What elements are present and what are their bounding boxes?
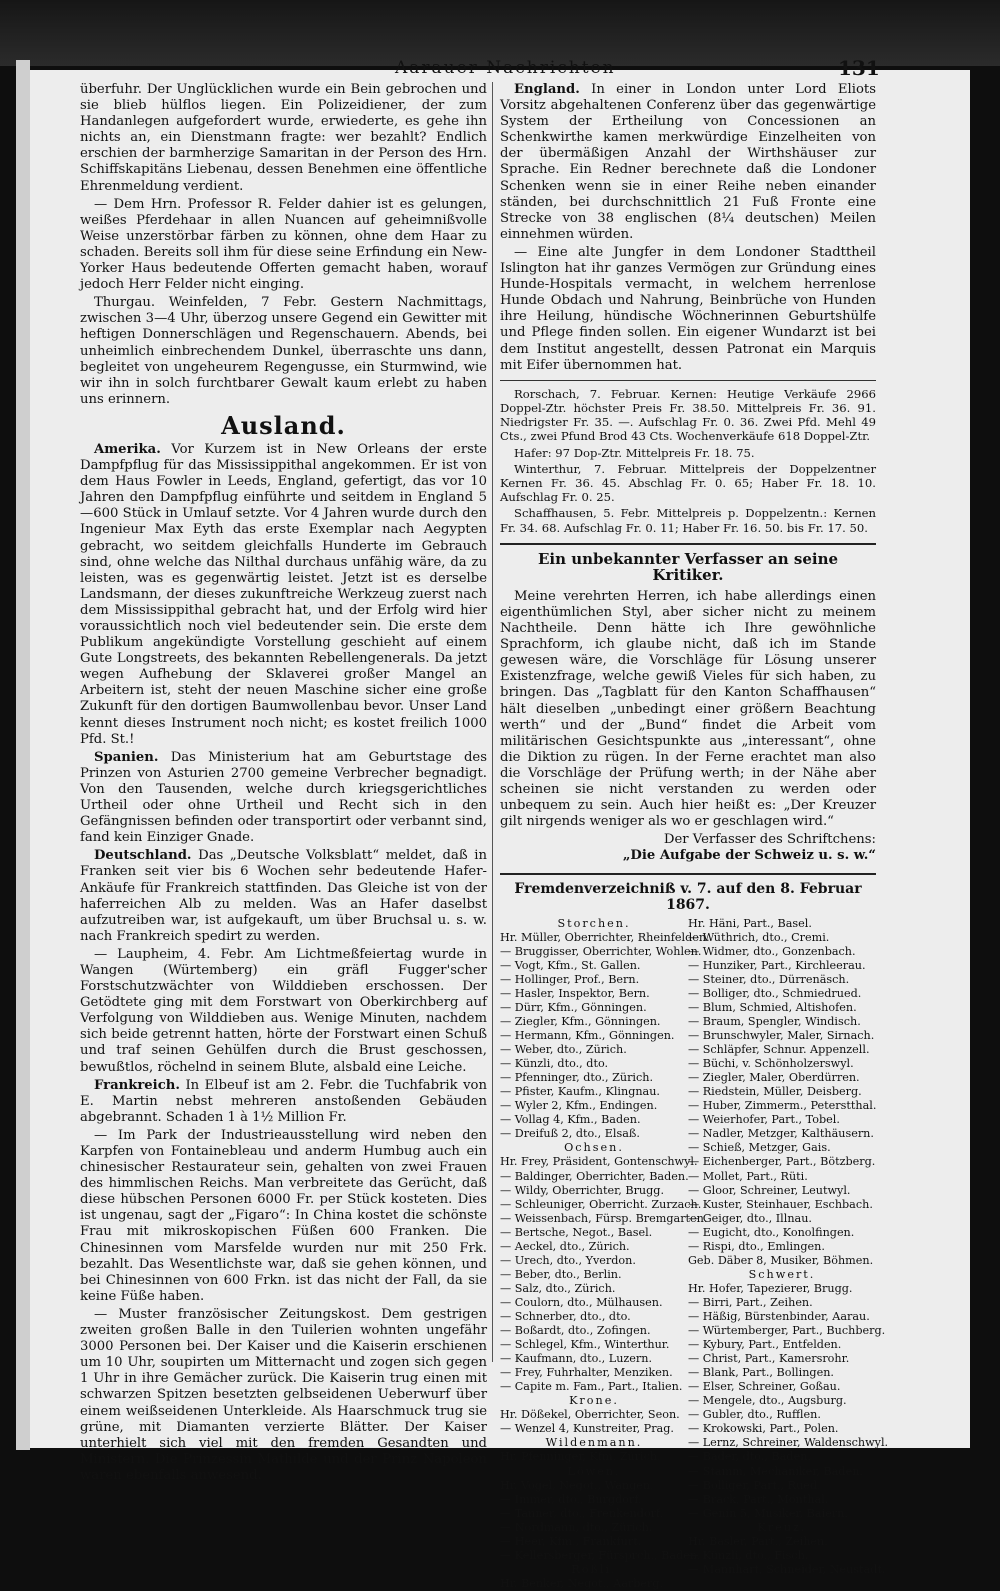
guest-list-entry: — Büchi, v. Schönholzerswyl.: [688, 1057, 854, 1071]
right-column: [500, 82, 889, 1590]
guest-list-entry: — Blum, Schmied, Altishofen.: [688, 1000, 857, 1014]
guest-list-entry: Hr. Pfenninger, Kfm. Zürich.: [500, 1450, 661, 1464]
guest-list-entry: Hr. Müller, Oberrichter, Rheinfelden.: [500, 930, 710, 944]
guest-list-inn: Wildenmann.: [545, 1436, 643, 1450]
guest-list-entry: — Birri, Part., Zeihen.: [688, 1295, 813, 1309]
article-paragraph: überfuhr. Der Unglücklichen wurde ein Bein gebrochen und sie blieb hülflos liegen. Ein Polizeidiener, der zum Handanlegen aufgefordert wurde, erwiederte, es gehe ihn nichts an, ein Dienstmann fragte: wer bezahlt? Endlich erschien der barmherzige Samaritan in der Person des Hrn. Schiffskapitäns Liebenau, dessen Benehmen eine öffentliche Ehrenmeldung verdient.: [80, 82, 487, 194]
article-paragraph: — Muster französischer Zeitungskost. Dem gestrigen zweiten großen Balle in den Tuilerien wohnten ungefähr 3000 Personen bei. Der Kaiser und die Kaiserin erschienen um 10 Uhr, soupirten um Mitternacht und zogen sich gegen 1 Uhr in ihre Gemächer zurück. Die Kaiserin trug einen mit schwarzen Spitzen besetzten gelbseidenen Ueberwurf über einem weißseidenen Unterkleide. Als Haarschmuck trug sie grüne, mit Diamanten verzierte Blätter. Der Kaiser unterhielt sich viel mit den fremden Gesandten und Ministern. Die Prinzessin Mathilde und der Prinz Napoleon waren ebenfalls anwesend.: [80, 1306, 487, 1483]
guest-list-entry: — Pfister, Kaufm., Klingnau.: [500, 1085, 660, 1099]
signature-line: „Die Aufgabe der Schweiz u. s. w.“: [622, 848, 876, 864]
article-amerika: [80, 442, 487, 748]
guest-list-entry: — Schläpfer, Schnur. Appenzell.: [688, 1043, 870, 1057]
article-paragraph: Thurgau. Weinfelden, 7 Febr. Gestern Nachmittags, zwischen 3—4 Uhr, überzog unsere Gegend ein Gewitter mit heftigen Donnerschlägen und Regenschauern. Abends, bei unheimlich einbrechendem Dunkel, überraschte uns dann, begleitet von ungeheurem Regengusse, ein Sturmwind, wie wir ihn in solch furchtbarer Gewalt kaum erlebt zu haben uns erinnern.: [80, 295, 487, 407]
article-dateline: Spanien.: [94, 749, 159, 765]
article-body: Vor Kurzem ist in New Orleans der erste Dampfpflug für das Mississippithal angekommen. Er ist von dem Haus Fowler in Leeds, England, gefertigt, das vor 10 Jahren den Dampfpflug einführte und seitdem in England 5—600 Stück in Umlauf setzte. Vor 4 Jahren wurde durch den Ingenieur Max Eyth das erste Exemplar nach Aegypten gebracht, wo seitdem gleichfalls Hunderte im Gebrauch sind, ohne welche das Nilthal durchaus unfähig wäre, da zu leisten, was es gegenwärtig leistet. Jetzt ist es derselbe Landsmann, der dieses zukunftreiche Werkzeug zuerst nach dem Mississippithal gebracht hat, und der Erfolg wird hier voraussichtlich noch viel bedeutender sein. Die erste dem Publikum angekündigte Vorstellung geschieht auf einem Gute Longstreets, des bekannten Rebellengenerals. Da jetzt wegen Aufhebung der Sklaverei großer Mangel an Arbeitern ist, steht der neuen Maschine sicher eine große Zukunft für den dortigen Baumwollenbau bevor. Unser Land kennt dieses Instrument noch nicht; es kostet freilich 1000 Pfd. St.!: [80, 441, 487, 747]
section-rule: [500, 380, 876, 381]
article-paragraph: — Dem Hrn. Professor R. Felder dahier ist es gelungen, weißes Pferdehaar in allen Nuancen auf geheimnißvolle Weise unzerstörbar färben zu können, ohne dem Haar zu schaden. Bereits soll ihm für diese seine Erfindung ein New-Yorker Haus bedeutende Offerten gemacht haben, worauf jedoch Herr Felder nicht einging.: [80, 196, 487, 293]
guest-list-entry: — Bolliger, Part., Rued.: [688, 1478, 821, 1492]
guest-list-entry: — Schlegel, Kfm., Winterthur.: [500, 1338, 670, 1352]
column-divider: [492, 82, 493, 1362]
guest-list-entry: — Hunziker, Part., Kirchleerau.: [688, 958, 866, 972]
guest-list-entry: — Bertsche, Negot., Basel.: [500, 1225, 653, 1239]
guest-list-entry: — Dreifuß 2, dto., Elsaß.: [500, 1127, 640, 1141]
guest-list-entry: — Genin 5, Musiker, Baiern.: [688, 1506, 848, 1520]
guest-list-inn: Löwen.: [567, 1464, 621, 1478]
guest-list-entry: Hr. Vogel, Negot., Wangen.: [500, 1478, 654, 1492]
guest-list-entry: — Mollet, Part., Rüti.: [688, 1169, 808, 1183]
guest-list-entry: — Vollag 4, Kfm., Baden.: [500, 1113, 641, 1127]
guest-list-entry: — Boßardt, dto., Zofingen.: [500, 1324, 651, 1338]
guest-list-inn: Kreuz.: [757, 1520, 807, 1534]
guest-list-entry: — Braum, Spengler, Windisch.: [688, 1015, 861, 1029]
article-body: In einer in London unter Lord Eliots Vorsitz abgehaltenen Conferenz über das gegenwärtige System der Ertheilung von Concessionen an Schenkwirthe kamen merkwürdige Einzelheiten von der übermäßigen Anzahl der Wirthshäuser zur Sprache. Ein Redner berechnete daß die Londoner Schenken wenn sie in einer Reihe neben einander ständen, bei durchschnittlich 21 Fuß Fronte eine Strecke von 38 englischen (8¼ deutschen) Meilen einnehmen würden.: [500, 82, 876, 242]
article-dateline: England.: [514, 82, 580, 97]
article-paragraph: — Laupheim, 4. Febr. Am Lichtmeßfeiertag wurde in Wangen (Würtemberg) ein gräfl Fugger'scher Forstschutzwächter von Wilddieben erschossen. Der Getödtete ging mit dem Forstwart von Oberkirchberg auf Verfolgung von Wilddieben aus. Wenige Minuten, nachdem sich beide getrennt hatten, hörte der Forstwart einen Schuß und traf seinen Gehülfen durch die Brust geschossen, bewußtlos, röchelnd in seinem Blute, alsbald eine Leiche.: [80, 946, 487, 1075]
guest-list-entry: — Krokowski, Part., Polen.: [688, 1422, 839, 1436]
guest-list-inn: Storchen.: [557, 916, 631, 930]
guest-list-entry: — Bolliger, dto., Schmiedrued.: [688, 986, 862, 1000]
guest-list-entry: — Häßig, Bürstenbinder, Aarau.: [688, 1310, 870, 1323]
guest-list-entry: — Baldinger, Oberrichter, Baden.: [500, 1169, 689, 1183]
section-heading-ausland: Ausland.: [221, 410, 346, 440]
guest-list-entry: Geb. Däber 8, Musiker, Böhmen.: [688, 1253, 874, 1267]
guest-list-entry: — Huber, Zimmerm., Peterstthal.: [688, 1099, 877, 1113]
guest-list-inn: Ochsen.: [564, 1141, 624, 1155]
guest-list-entry: — Steiner, dto., Dürrenäsch.: [688, 972, 850, 986]
guest-list-entry: — Dürr, Kfm., Gönningen.: [500, 1000, 647, 1014]
guest-list-inn: Rößli.: [571, 1562, 617, 1576]
guest-list-entry: — Bader, dto., Baden.: [688, 1450, 811, 1464]
article-paragraph: — Im Park der Industrieausstellung wird neben den Karpfen von Fontainebleau und anderm Humbug auch ein chinesischer Restaurateur sein, gehalten von zwei Frauen des himmlischen Reichs. Man verbreitete das Gerücht, daß diese hübschen Personen 6000 Fr. per Stück kosteten. Dies ist ungenau, sagt der „Figaro“: In China kostet die schönste Frau mit mikroskopischen Füßen 600 Franken. Die Chinesinnen vom Marsfelde wurden nur mit 250 Frk. bezahlt. Das Wesentlichste war, daß sie gehen können, und bei Chinesinnen von 600 Frkn. ist das nicht der Fall, da sie keine Füße haben.: [80, 1127, 487, 1304]
guest-list-entry: — Beber, dto., Berlin.: [500, 1267, 622, 1281]
guest-list-entry: — Künzli, dto., Fisch.: [688, 1548, 809, 1562]
page-number: 131: [838, 56, 880, 80]
guest-list-entry: — Wüthrich, dto., Cremi.: [688, 930, 830, 944]
guest-list-inn: Schwert.: [748, 1267, 816, 1281]
guest-list-entry: — Immer, dto., Burgdorf.: [500, 1492, 642, 1506]
guest-list-entry: — Rispi, dto., Emlingen.: [688, 1239, 825, 1253]
article-body: Das „Deutsche Volksblatt“ meldet, daß in Franken seit vier bis 6 Wochen sehr bedeutende Hafer-Ankäufe für Frankreich stattfinden. Das Gleiche ist von der haferreichen Alb zu melden. Was an Hafer daselbst aufzutreiben war, ist aufgekauft, um über Bruchsal u. s. w. nach Frankreich spedirt zu werden.: [80, 848, 487, 944]
guest-list-entry: — Blank, Part., Bollingen.: [688, 1366, 834, 1380]
guest-list-entry: — Salz, dto., Zürich.: [500, 1281, 616, 1295]
guest-list-entry: — Elser, Schreiner, Goßau.: [688, 1380, 841, 1394]
guest-list: [500, 916, 889, 1591]
guest-list-entry: — Schnerber, dto., dto.: [500, 1310, 631, 1323]
guest-list-entry: Hr. Dößekel, Oberrichter, Seon.: [500, 1408, 680, 1422]
article-body: Das Ministerium hat am Geburtstage des Prinzen von Asturien 2700 gemeine Verbrecher begnadigt. Von den Tausenden, welche durch kriegsgerichtliches Urtheil oder ohne Urtheil und Recht sich in den Gefängnissen befinden oder transportirt oder verbannt sind, fand kein Einziger Gnade.: [80, 749, 487, 846]
guest-list-entry: — Riedstein, Müller, Deisberg.: [688, 1085, 862, 1099]
guest-list-entry: — Brunschwyler, Maler, Sirnach.: [688, 1029, 875, 1043]
guest-list-entry: — Nordmann, dto., Zürich.: [500, 1520, 653, 1534]
article-dateline: Deutschland.: [94, 848, 192, 864]
guest-list-entry: — Mengele, dto., Augsburg.: [688, 1394, 847, 1408]
guest-list-entry: Hr. Basler, Part., Zeihen.: [688, 1534, 828, 1548]
guest-list-entry: — Eichenberger, Part., Bötzberg.: [688, 1155, 876, 1169]
guest-list-title: Fremdenverzeichniß v. 7. auf den 8. Februar 1867.: [514, 880, 862, 913]
scan-page-edge: [16, 60, 30, 1450]
guest-list-entry: — Kaufmann, dto., Luzern.: [500, 1352, 653, 1366]
page-header-title: Aarauer Nachrichten: [395, 58, 616, 78]
guest-list-entry: — Weber, dto., Zürich.: [500, 1043, 627, 1057]
guest-list-entry: — Bruggisser, Oberrichter, Wohlen.: [500, 944, 702, 958]
guest-list-entry: — Vogt, Kfm., St. Gallen.: [500, 958, 641, 972]
guest-list-entry: — Nadler, Metzger, Kalthäusern.: [688, 1127, 874, 1141]
article-paragraph: Meine verehrten Herren, ich habe allerdings einen eigenthümlichen Styl, aber sicher nicht zu meinem Nachtheile. Denn hätte ich Ihre gewöhnliche Sprachform, ich glaube nicht, daß ich im Stande gewesen wäre, die Vorschläge für Lösung unserer Existenzfrage, welche gewiß Vieles für sich haben, zu bringen. Das „Tagblatt für den Kanton Schaffhausen“ hält dieselben „unbedingt einer größern Beachtung werth“ und der „Bund“ findet die Arbeit vom militärischen Gesichtspunkte aus „interessant“, ohne die Diktion zu rügen. In der Ferne erachtet man also die Vorschläge der Prüfung werth; in der Nähe aber scheinen sie nicht verstanden zu werden oder unbequem zu sein. Auch hier heißt es: „Der Kreuzer gilt nirgends weniger als wo er geschlagen wird.“: [500, 588, 876, 830]
guest-list-entry: — Künzli, dto., dto.: [500, 1057, 609, 1071]
guest-list-entry: — Christ, Part., Kamersrohr.: [688, 1352, 850, 1366]
article-spanien: [80, 750, 487, 847]
guest-list-entry: — Hollinger, Prof., Bern.: [500, 972, 640, 986]
guest-list-entry: — Capite m. Fam., Part., Italien.: [500, 1380, 683, 1394]
guest-list-entry: — Brack, Part., Mönthal.: [688, 1492, 829, 1506]
article-title: Ein unbekannter Verfasser an seine Kritiker.: [537, 549, 839, 584]
article-frankreich: [80, 1078, 487, 1126]
guest-list-entry: — Kellersberger, Fürsprch., Baden.: [500, 1548, 701, 1562]
guest-list-entry: — Wyler 2, Kfm., Endingen.: [500, 1099, 658, 1113]
guest-list-entry: — Lernz, Schreiner, Waldenschwyl.: [688, 1436, 889, 1450]
left-column: [80, 82, 487, 1483]
guest-list-column-left: [500, 916, 710, 1591]
market-line: Rorschach, 7. Februar. Kernen: Heutige Verkäufe 2966 Doppel-Ztr. höchster Preis Fr. 38.50. Mittelpreis Fr. 36. 91. Niedrigster Fr. 35. —. Aufschlag Fr. 0. 36. Zwei Pfd. Mehl 49 Cts., zwei Pfund Brod 43 Cts. Wochenverkäufe 618 Doppel-Ztr.: [500, 386, 876, 444]
guest-list-entry: — Weissenbach, Fürsp. Bremgarten.: [500, 1211, 708, 1225]
section-rule: [500, 873, 876, 875]
guest-list-entry: — Kuster, Steinhauer, Eschbach.: [688, 1197, 873, 1211]
market-line: Hafer: 97 Dop-Ztr. Mittelpreis Fr. 18. 75.: [514, 445, 755, 460]
guest-list-entry: — Schieß, Metzger, Gais.: [688, 1141, 831, 1155]
guest-list-entry: — Heer, Kfm., Frankfurt.: [500, 1534, 642, 1548]
market-line: Schaffhausen, 5. Febr. Mittelpreis p. Doppelzentn.: Kernen Fr. 34. 68. Aufschlag Fr. 0. 11; Haber Fr. 16. 50. bis Fr. 17. 50.: [500, 506, 876, 535]
guest-list-entry: — Gubler, dto., Rufflen.: [688, 1408, 821, 1422]
guest-list-column-right: [688, 916, 889, 1591]
guest-list-entry: Hr. Frey, Präsident, Gontenschwyl.: [500, 1155, 698, 1169]
guest-list-inn: Krone.: [569, 1394, 619, 1408]
guest-list-entry: — Hasler, Inspektor, Bern.: [500, 986, 650, 1000]
guest-list-entry: Hr. Hofer, Tapezierer, Brugg.: [688, 1281, 853, 1295]
guest-list-entry: — Schleuniger, Oberricht. Zurzach.: [500, 1197, 702, 1211]
guest-list-entry: — Aeckel, dto., Zürich.: [500, 1239, 630, 1253]
market-line: Winterthur, 7. Februar. Mittelpreis der Doppelzentner Kernen Fr. 36. 45. Abschlag Fr. 0. 65; Haber Fr. 18. 10. Aufschlag Fr. 0. 25.: [500, 461, 876, 505]
article-dateline: Amerika.: [94, 441, 161, 457]
guest-list-entry: Hr. Häni, Part., Basel.: [688, 916, 812, 930]
guest-list-entry: — Hermann, Kfm., Gönningen.: [500, 1029, 675, 1043]
guest-list-entry: — Urech, dto., Yverdon.: [500, 1253, 636, 1267]
guest-list-entry: — Frey, Fuhrhalter, Menziken.: [500, 1366, 673, 1380]
guest-list-entry: — Tanner, dto., Frenkendorf.: [500, 1506, 664, 1520]
guest-list-entry: — Widmer, dto., Gonzenbach.: [688, 944, 856, 958]
guest-list-entry: — Wildy, Oberrichter, Brugg.: [500, 1183, 665, 1197]
article-paragraph: — Eine alte Jungfer in dem Londoner Stadttheil Islington hat ihr ganzes Vermögen zur Gründung eines Hunde-Hospitals vermacht, in welchem herrenlose Hunde Obdach und Nahrung, Beinbrüche von Hunden ihre Heilung, hündische Wöchnerinnen Geburtshülfe und Pflege finden sollen. Ein eigener Wundarzt ist bei dem Institut angestellt, dessen Patronat ein Marquis mit Eifer übernommen hat.: [500, 244, 876, 373]
market-report: [500, 387, 876, 535]
guest-list-entry: — Kybury, Part., Entfelden.: [688, 1338, 842, 1352]
article-deutschland: [80, 848, 487, 945]
guest-list-entry: — Ziegler, Maler, Oberdürren.: [688, 1071, 860, 1085]
guest-list-entry: — Coulorn, dto., Mülhausen.: [500, 1295, 663, 1309]
guest-list-entry: — Ziegler, Kfm., Gönningen.: [500, 1015, 661, 1029]
article-dateline: Frankreich.: [94, 1077, 180, 1093]
guest-list-entry: — Pfenninger, dto., Zürich.: [500, 1071, 654, 1085]
guest-list-entry: — Weierhofer, Part., Tobel.: [688, 1113, 840, 1127]
guest-list-entry: — Wenzel 4, Kunstreiter, Prag.: [500, 1422, 674, 1436]
guest-list-entry: — Geiger, dto., Illnau.: [688, 1211, 812, 1225]
guest-list-entry: — Stamm, Mechaniker, Baden.: [688, 1464, 863, 1478]
guest-list-entry: Hr. Benker, Negot., Aarberg.: [500, 1576, 664, 1590]
guest-list-entry: — Würtemberger, Part., Buchberg.: [688, 1324, 886, 1338]
article-body: In Elbeuf ist am 2. Febr. die Tuchfabrik von E. Martin nebst mehreren anstoßenden Gebäuden abgebrannt. Schaden 1 à 1½ Million Fr.: [80, 1077, 487, 1125]
guest-list-entry: — Gloor, Schreiner, Leutwyl.: [688, 1183, 851, 1197]
signature-line: Der Verfasser des Schriftchens:: [663, 832, 876, 848]
article-england: [500, 82, 876, 243]
guest-list-entry: — Mannhart, Schneider, Neustadt.: [688, 1562, 886, 1576]
guest-list-entry: — Eugicht, dto., Konolfingen.: [688, 1225, 855, 1239]
section-rule: [500, 543, 876, 545]
